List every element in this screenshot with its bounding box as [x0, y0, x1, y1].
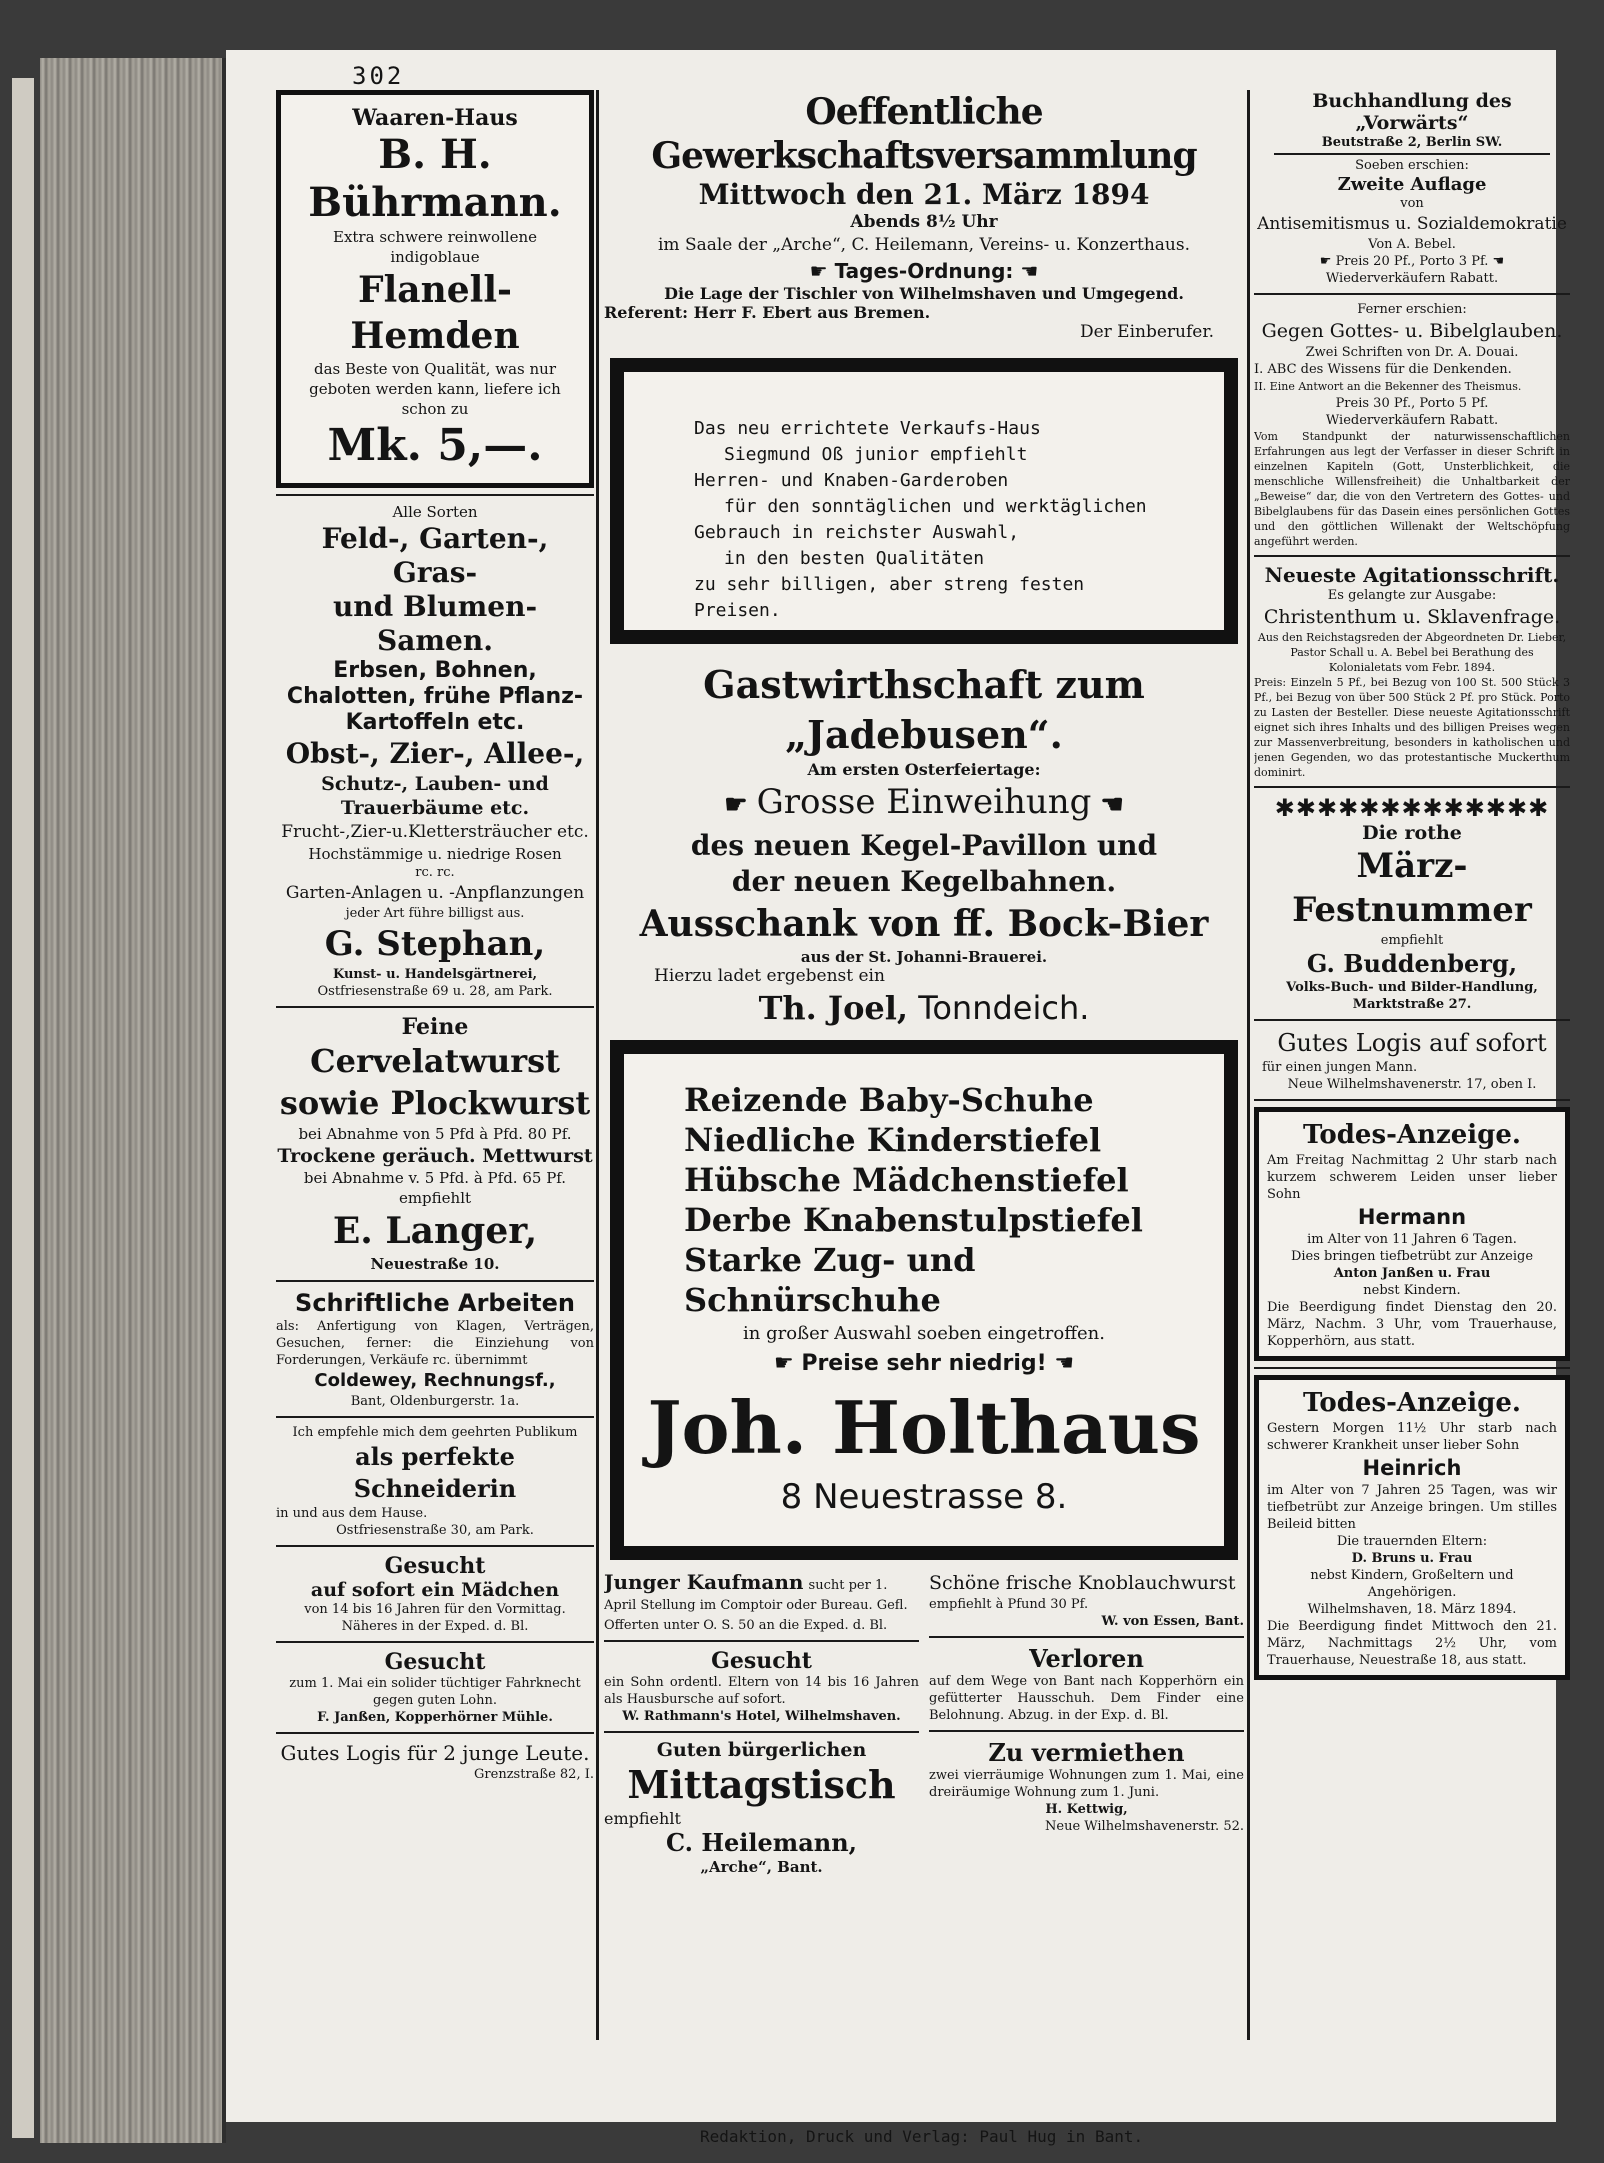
- ad-line: von: [1400, 196, 1424, 211]
- ad-line: Am ersten Osterfeiertage:: [807, 760, 1041, 779]
- ad-body: das Beste von Qualität, was nur geboten werden kann, liefere ich schon zu: [309, 360, 561, 418]
- ad-heading: Ausschank von ff. Bock-Bier: [639, 903, 1209, 945]
- ad-heading: Schriftliche Arbeiten: [295, 1289, 575, 1317]
- ad-line: Hierzu ladet ergebenst ein: [654, 966, 885, 986]
- pointing-hand-right-icon: ☛: [1319, 254, 1336, 269]
- small-ads-right: [929, 1570, 1244, 1876]
- ad-line: im Saale der „Arche“, C. Heilemann, Vereins- u. Konzerthaus.: [657, 235, 1191, 255]
- divider: [276, 1545, 594, 1547]
- ad-line: empfiehlt: [604, 1809, 681, 1828]
- ad-line: Soeben erschien:: [1355, 158, 1469, 173]
- ad-langer: [276, 1014, 594, 1274]
- ad-line: von 14 bis 16 Jahren für den Vormittag.: [304, 1602, 566, 1617]
- ad-line: Chalotten, frühe Pflanz-: [286, 684, 584, 709]
- divider: [604, 1731, 919, 1733]
- divider: [1254, 1367, 1570, 1369]
- ad-line: Volks-Buch- und Bilder-Handlung,: [1286, 980, 1538, 995]
- ad-name: C. Heilemann,: [665, 1828, 858, 1857]
- ad-body: Vom Standpunkt der naturwissenschaftlichen Erfahrungen aus legt der Verfasser in dieser Schrift in einzelnen Kapiteln (Gott, Unsterblichkeit, die menschliche Willensfreiheit) die Unhaltbarkeit der „Beweise“ dar, die von den Vertretern des Gottes- und Bibelglaubens für das Dasein eines persönlichen Gottes und den göttlichen Willenakt der Weltschöpfung angeführt werden.: [1254, 430, 1570, 548]
- column-rule-2: [1247, 90, 1250, 2040]
- ad-line: Anton Janßen u. Frau: [1333, 1266, 1491, 1281]
- ad-line: Das neu errichtete Verkaufs-Haus: [694, 418, 1041, 439]
- divider: [1274, 153, 1550, 155]
- divider: [276, 1732, 594, 1734]
- ad-line: Es gelangte zur Ausgabe:: [1327, 588, 1497, 603]
- ad-heading: Junger Kaufmann: [604, 1570, 804, 1594]
- ad-logis: [276, 1740, 594, 1783]
- ad-line: für den sonntäglichen und werktäglichen: [724, 496, 1147, 517]
- ad-heading: Gesucht: [384, 1553, 486, 1579]
- ad-name: F. Janßen, Kopperhörner Mühle.: [317, 1710, 553, 1725]
- ad-name: Coldewey, Rechnungsf.,: [314, 1370, 556, 1391]
- ad-name: W. von Essen, Bant.: [1101, 1614, 1244, 1629]
- pointing-hand-right-icon: ☛: [773, 1351, 802, 1376]
- divider: [276, 1280, 594, 1282]
- ad-line: Starke Zug- und Schnürschuhe: [684, 1241, 976, 1319]
- ad-line: Guten bürgerlichen: [656, 1739, 867, 1761]
- book-spine: [40, 58, 226, 2143]
- ad-name: B. H. Bührmann.: [308, 131, 562, 226]
- ad-address: Bant, Oldenburgerstr. 1a.: [350, 1394, 520, 1409]
- ad-todesanzeige-heinrich: [1254, 1375, 1570, 1680]
- column-middle: [604, 90, 1244, 2113]
- ad-heading: Gesucht: [711, 1648, 812, 1674]
- ad-todesanzeige-hermann: [1254, 1107, 1570, 1361]
- ad-price: Mk. 5,—.: [327, 420, 543, 471]
- ad-heading: Verloren: [1029, 1644, 1144, 1673]
- ad-jadebusen: [604, 660, 1244, 1030]
- ad-line: empfiehlt: [1380, 933, 1444, 948]
- column-rule-1: [596, 90, 599, 2040]
- divider: [1254, 555, 1570, 557]
- ad-verloren: [929, 1644, 1244, 1724]
- ad-oss: [610, 358, 1238, 644]
- ad-heading: Cervelatwurst: [310, 1042, 560, 1080]
- ad-line: für einen jungen Mann.: [1262, 1060, 1418, 1075]
- ad-line: in und aus dem Hause.: [276, 1506, 428, 1521]
- ad-line: zu sehr billigen, aber streng festen Preisen.: [694, 574, 1085, 621]
- ad-name: H. Kettwig,: [1045, 1802, 1128, 1817]
- divider: [276, 1006, 594, 1008]
- ad-line: empfiehlt: [398, 1189, 472, 1207]
- ad-line: Wiederverkäufern Rabatt.: [1325, 271, 1499, 286]
- page-number: 302: [352, 62, 405, 90]
- ad-line: Preis 30 Pf., Porto 5 Pf.: [1335, 396, 1489, 411]
- ad-line: nebst Kindern.: [1363, 1283, 1461, 1298]
- ad-name: Hermann: [1357, 1205, 1467, 1229]
- ad-line: Wilhelmshaven, 18. März 1894.: [1307, 1602, 1517, 1617]
- ad-name: E. Langer,: [332, 1210, 538, 1252]
- ad-line: Schutz-, Lauben- und: [321, 773, 549, 795]
- ad-line: in großer Auswahl soeben eingetroffen.: [743, 1323, 1105, 1344]
- ad-heading: Neueste Agitationsschrift.: [1264, 563, 1560, 587]
- ad-body: zwei vierräumige Wohnungen zum 1. Mai, eine dreiräumige Wohnung zum 1. Juni.: [929, 1768, 1244, 1800]
- ad-line: Niedliche Kinderstiefel: [684, 1121, 1102, 1159]
- ad-line: jeder Art führe billigst aus.: [345, 906, 525, 921]
- ad-title: Gegen Gottes- u. Bibelglauben.: [1261, 320, 1563, 342]
- column-left: [276, 90, 594, 2113]
- ad-mittagstisch: [604, 1739, 919, 1876]
- ad-line: im Alter von 11 Jahren 6 Tagen.: [1307, 1232, 1517, 1247]
- pointing-hand-right-icon: ☛: [724, 790, 757, 820]
- ad-line: Frucht-,Zier-u.Klettersträucher etc.: [281, 822, 589, 842]
- divider: [929, 1636, 1244, 1638]
- ad-line: Trockene geräuch. Mettwurst: [277, 1145, 593, 1167]
- ad-agenda: [604, 258, 1244, 284]
- ad-body: Am Freitag Nachmittag 2 Uhr starb nach kurzem schwerem Leiden unser lieber Sohn: [1267, 1153, 1557, 1202]
- ad-line: aus der St. Johanni-Brauerei.: [800, 948, 1048, 966]
- ad-schneiderin: [276, 1424, 594, 1539]
- ad-body: sucht per 1. April Stellung im Comptoir oder Bureau. Gefl. Offerten unter O. S. 50 an die Exped. d. Bl.: [604, 1578, 908, 1633]
- ad-line: Trauerbäume etc.: [340, 797, 530, 819]
- ad-line: Die trauernden Eltern:: [1336, 1534, 1488, 1549]
- ad-line: Die rothe: [1362, 822, 1462, 844]
- ad-heading: Schöne frische Knoblauchwurst: [929, 1572, 1236, 1594]
- ad-line: rc. rc.: [415, 865, 455, 880]
- ad-line: Preis 20 Pf., Porto 3 Pf.: [1335, 254, 1489, 269]
- ad-line: Von A. Bebel.: [1368, 237, 1456, 252]
- ad-name: G. Buddenberg,: [1306, 949, 1518, 978]
- ad-name: Heinrich: [1362, 1456, 1462, 1480]
- ad-line: der neuen Kegelbahnen.: [731, 865, 1117, 898]
- divider: [1254, 1019, 1570, 1021]
- ad-bibelglauben: [1254, 301, 1570, 549]
- ad-heading: Todes-Anzeige.: [1303, 1388, 1521, 1418]
- ad-line: Preise sehr niedrig!: [801, 1351, 1047, 1376]
- ad-line: Referent: Herr F. Ebert aus Bremen.: [604, 303, 931, 322]
- divider: [1254, 1099, 1570, 1101]
- ad-line: Extra schwere reinwollene: [333, 228, 537, 246]
- ad-line: Die Lage der Tischler von Wilhelmshaven und Umgegend.: [664, 284, 1184, 303]
- ad-line: Reizende Baby-Schuhe: [684, 1081, 1094, 1119]
- ad-heading: Oeffentliche Gewerkschaftsversammlung: [651, 91, 1197, 177]
- ad-holthaus: [610, 1040, 1238, 1560]
- ad-kaufmann: [604, 1570, 919, 1634]
- ad-buddenberg: [1254, 822, 1570, 1013]
- ad-line: bei Abnahme v. 5 Pfd. à Pfd. 65 Pf.: [303, 1169, 567, 1187]
- ad-line: Feine: [401, 1014, 469, 1040]
- ad-line: Alle Sorten: [392, 503, 478, 521]
- ad-address: Marktstraße 27.: [1352, 997, 1472, 1012]
- ad-heading: als perfekte Schneiderin: [353, 1442, 517, 1503]
- ad-title: Antisemitismus u. Sozialdemokratie: [1257, 214, 1567, 234]
- ad-line: Kunst- u. Handelsgärtnerei,: [332, 967, 538, 982]
- ad-body: Die Beerdigung findet Dienstag den 20. März, Nachm. 3 Uhr, vom Trauerhause, Kopperhörn, aus statt.: [1267, 1300, 1557, 1349]
- ad-line: Kartoffeln etc.: [345, 710, 525, 735]
- ad-body: auf dem Wege von Bant nach Kopperhörn ein gefütterter Hausschuh. Dem Finder eine Belohnung. Abzug. in der Exp. d. Bl.: [929, 1674, 1244, 1723]
- ad-heading: Gutes Logis für 2 junge Leute.: [280, 1741, 590, 1765]
- pointing-hand-left-icon: ☚: [1046, 1351, 1075, 1376]
- ad-line: Hochstämmige u. niedrige Rosen: [308, 845, 562, 863]
- divider: [276, 1416, 594, 1418]
- ad-heading: Gesucht: [384, 1649, 486, 1675]
- ad-body: im Alter von 7 Jahren 25 Tagen, was wir tiefbetrübt zur Anzeige bringen. Um stilles Beileid bitten: [1267, 1483, 1557, 1532]
- ad-logis-sofort: [1254, 1027, 1570, 1093]
- ad-versammlung: [604, 90, 1244, 342]
- ad-heading: Todes-Anzeige.: [1303, 1120, 1521, 1150]
- ad-address: Neuestraße 10.: [370, 1255, 500, 1273]
- ad-line: II. Eine Antwort an die Bekenner des Theismus.: [1254, 380, 1522, 393]
- ad-line: Wiederverkäufern Rabatt.: [1325, 413, 1499, 428]
- ad-line: Derbe Knabenstulpstiefel: [684, 1201, 1143, 1239]
- ad-buehrmann: [276, 90, 594, 488]
- ad-coldewey: [276, 1288, 594, 1410]
- ad-address: Grenzstraße 82, I.: [474, 1767, 594, 1782]
- ad-body: Gestern Morgen 11½ Uhr starb nach schwerer Krankheit unser lieber Sohn: [1267, 1421, 1557, 1453]
- ad-body: zum 1. Mai ein solider tüchtiger Fahrknecht gegen guten Lohn.: [289, 1676, 581, 1708]
- divider: [1254, 293, 1570, 295]
- ad-date: Mittwoch den 21. März 1894: [698, 178, 1150, 211]
- ad-gesucht-fahrknecht: [276, 1649, 594, 1726]
- ad-line: Garten-Anlagen u. -Anpflanzungen: [285, 883, 585, 903]
- ad-address: Ostfriesenstraße 30, am Park.: [336, 1523, 534, 1538]
- ad-gesucht-maedchen: [276, 1553, 594, 1635]
- ad-line: Siegmund Oß junior empfiehlt: [724, 444, 1028, 465]
- ad-line: D. Bruns u. Frau: [1351, 1551, 1473, 1566]
- ad-heading: Zu vermiethen: [988, 1738, 1185, 1767]
- ad-agitationsschrift: [1254, 563, 1570, 780]
- ad-signature: Der Einberufer.: [1079, 322, 1214, 342]
- ad-heading: Gastwirthschaft zum „Jadebusen“.: [703, 662, 1145, 757]
- pointing-hand-left-icon: ☚: [1013, 259, 1039, 283]
- ad-body: Die Beerdigung findet Mittwoch den 21. März, Nachmittags 2½ Uhr, vom Trauerhause, Neuestraße 18, aus statt.: [1267, 1619, 1557, 1668]
- small-ads-left: [604, 1570, 919, 1876]
- ad-address: 8 Neuestrasse 8.: [780, 1477, 1068, 1517]
- ad-line: Ich empfehle mich dem geehrten Publikum: [292, 1425, 578, 1440]
- ad-address: Beutstraße 2, Berlin SW.: [1321, 135, 1503, 150]
- ad-line: Tages-Ordnung:: [834, 259, 1014, 283]
- ad-stephan: [276, 502, 594, 1000]
- divider: [604, 1640, 919, 1642]
- ad-heading: Obst-, Zier-, Allee-,: [285, 737, 585, 770]
- ad-line: Näheres in der Exped. d. Bl.: [341, 1619, 529, 1634]
- ad-heading: Buchhandlung des „Vorwärts“: [1312, 90, 1512, 134]
- ad-knoblauch: [929, 1570, 1244, 1630]
- ad-heading: Feld-, Garten-, Gras-: [321, 522, 549, 589]
- pointing-hand-right-icon: ☛: [809, 259, 835, 283]
- ad-title: Christenthum u. Sklavenfrage.: [1263, 606, 1561, 628]
- ad-line: Aus den Reichstagsreden der Abgeordneten Dr. Lieber, Pastor Schall u. A. Bebel bei Berathung des Kolonialetats vom Febr. 1894.: [1257, 631, 1567, 674]
- ad-vermiethen: [929, 1738, 1244, 1835]
- ad-heading: Gutes Logis auf sofort: [1277, 1029, 1547, 1057]
- page-footer: Redaktion, Druck und Verlag: Paul Hug in Bant.: [700, 2127, 1144, 2146]
- ad-line: Herren- und Knaben-Garderoben: [694, 470, 1009, 491]
- ad-address: Neue Wilhelmshavenerstr. 52.: [1045, 1819, 1244, 1834]
- ad-line: Zweite Auflage: [1337, 174, 1487, 195]
- ad-line: Waaren-Haus: [352, 105, 518, 131]
- ad-address: Ostfriesenstraße 69 u. 28, am Park.: [317, 984, 553, 999]
- ad-line: Gebrauch in reichster Auswahl,: [694, 522, 1020, 543]
- ad-address: „Arche“, Bant.: [700, 1858, 823, 1876]
- divider: [929, 1730, 1244, 1732]
- ad-line: Erbsen, Bohnen,: [333, 658, 537, 683]
- ad-line: des neuen Kegel-Pavillon und: [690, 829, 1158, 862]
- divider: [276, 1641, 594, 1643]
- ornament-row: ✱✱✱✱✱✱✱✱✱✱✱✱✱: [1274, 794, 1550, 822]
- ad-line: [1254, 253, 1570, 270]
- ad-line: [644, 1348, 1204, 1380]
- ad-address: Neue Wilhelmshavenerstr. 17, oben I.: [1287, 1077, 1537, 1092]
- ad-address: Tonndeich.: [918, 989, 1090, 1027]
- pointing-hand-left-icon: ☚: [1488, 254, 1505, 269]
- ad-line: Dies bringen tiefbetrübt zur Anzeige: [1290, 1249, 1534, 1264]
- ad-heading: und Blumen-Samen.: [332, 590, 538, 657]
- ad-body: als: Anfertigung von Klagen, Verträgen, Gesuchen, ferner: die Einziehung von Forderungen, Verkäufe rc. übernimmt: [276, 1319, 594, 1368]
- divider: [276, 494, 594, 496]
- ad-vorwaerts: [1254, 90, 1570, 287]
- ad-heading: März-Festnummer: [1292, 846, 1532, 930]
- ad-line: empfiehlt à Pfund 30 Pf.: [929, 1597, 1089, 1612]
- ad-line: I. ABC des Wissens für die Denkenden.: [1254, 362, 1512, 377]
- ad-line: in den besten Qualitäten: [724, 548, 985, 569]
- ad-line: Ferner erschien:: [1357, 302, 1467, 317]
- ad-heading: Grosse Einweihung: [756, 782, 1092, 822]
- ad-line: auf sofort ein Mädchen: [310, 1579, 560, 1601]
- divider: [1254, 786, 1570, 788]
- ad-heading: Mittagstisch: [627, 1762, 896, 1807]
- ad-name: Th. Joel,: [758, 989, 909, 1027]
- ad-line: Abends 8½ Uhr: [850, 212, 998, 232]
- ad-line: nebst Kindern, Großeltern und Angehörigen.: [1310, 1568, 1514, 1600]
- ad-body: ein Sohn ordentl. Eltern von 14 bis 16 Jahren als Hausbursche auf sofort.: [604, 1675, 919, 1707]
- ad-signature: [604, 986, 1244, 1030]
- ad-name: Joh. Holthaus: [647, 1385, 1201, 1470]
- ad-line: [604, 779, 1244, 828]
- ad-heading: sowie Plockwurst: [279, 1084, 591, 1122]
- ad-hausbursche: [604, 1648, 919, 1725]
- ad-line: Zwei Schriften von Dr. A. Douai.: [1305, 345, 1519, 360]
- ad-heading: Flanell-Hemden: [350, 269, 520, 357]
- column-right: [1254, 90, 1570, 2113]
- pointing-hand-left-icon: ☚: [1091, 790, 1124, 820]
- ad-line: bei Abnahme von 5 Pfd à Pfd. 80 Pf.: [298, 1125, 572, 1143]
- ad-name: W. Rathmann's Hotel, Wilhelmshaven.: [622, 1709, 901, 1724]
- ad-body: Preis: Einzeln 5 Pf., bei Bezug von 100 St. 500 Stück 3 Pf., bei Bezug von über 500 Stück 2 Pf. pro Stück. Porto zu Lasten der Besteller. Diese neueste Agitationsschrift eignet sich ihres Inhalts und des billigen Preises wegen zur Massenverbreitung, besonders in katholischen und jenen Gegenden, wo das protestantische Muckerthum dominirt.: [1254, 676, 1570, 779]
- ad-line: Hübsche Mädchenstiefel: [684, 1161, 1129, 1199]
- ad-name: G. Stephan,: [324, 924, 546, 964]
- small-ads-grid: [604, 1570, 1244, 1876]
- ad-line: indigoblaue: [390, 248, 480, 266]
